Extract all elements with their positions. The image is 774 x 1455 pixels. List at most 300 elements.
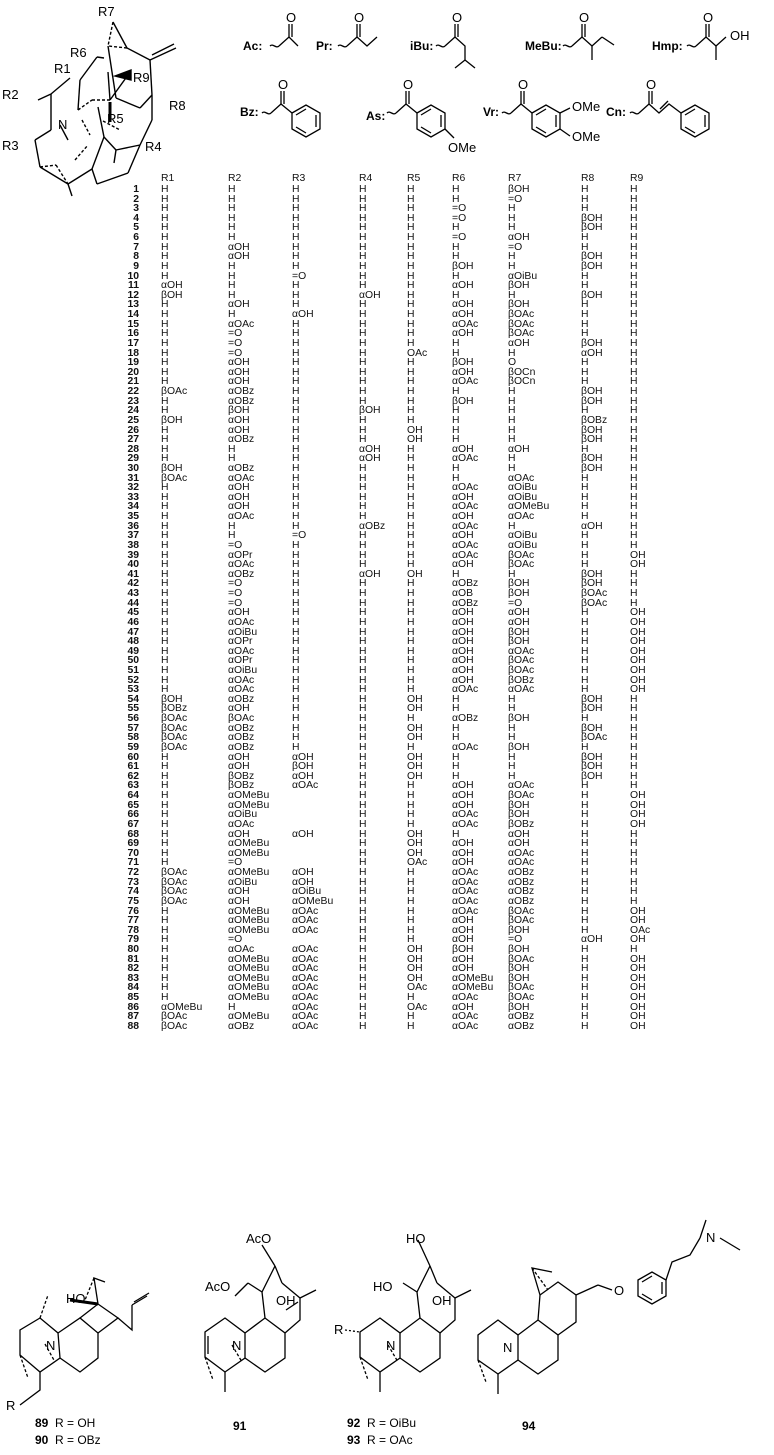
table-cell-r2: αOBz xyxy=(228,741,255,753)
table-cell-r1: H xyxy=(161,270,169,282)
table-cell-r6: αOH xyxy=(452,838,474,850)
table-cell-r1: H xyxy=(161,838,169,850)
compound-number: 61 xyxy=(127,761,139,773)
table-cell-r7: H xyxy=(508,761,516,773)
table-cell-r6: αOMeBu xyxy=(452,972,494,984)
table-cell-r9: H xyxy=(630,357,638,369)
table-cell-r1: βOAc xyxy=(161,867,188,879)
mebu-substituent xyxy=(563,24,614,60)
table-cell-r1: H xyxy=(161,616,169,628)
table-cell-r4: H xyxy=(359,876,367,888)
table-cell-r1: H xyxy=(161,357,169,369)
table-cell-r3: H xyxy=(292,337,300,349)
table-cell-r5: H xyxy=(407,395,415,407)
table-cell-r4: H xyxy=(359,328,367,340)
table-cell-r2: βOBz xyxy=(228,780,255,792)
table-cell-r6: H xyxy=(452,184,460,195)
cn-label: Cn: xyxy=(606,105,626,119)
table-cell-r2: αOiBu xyxy=(228,809,258,821)
table-cell-r9: H xyxy=(630,847,638,859)
compound-number: 60 xyxy=(127,751,139,763)
table-cell-r2: αOH xyxy=(228,491,250,503)
table-cell-r4: H xyxy=(359,847,367,859)
table-cell-r8: H xyxy=(581,876,589,888)
pr-oxygen: O xyxy=(354,10,365,25)
table-cell-r3: H xyxy=(292,655,300,667)
table-cell-r1: H xyxy=(161,222,169,234)
table-cell-r3: H xyxy=(292,251,300,263)
table-cell-r6: αOH xyxy=(452,790,474,802)
mebu-label: MeBu: xyxy=(525,39,562,53)
table-cell-r6: αOAc xyxy=(452,539,479,551)
column-header-r3: R3 xyxy=(292,173,306,184)
table-cell-r8: H xyxy=(581,943,589,955)
table-cell-r8: H xyxy=(581,790,589,802)
table-cell-r8: H xyxy=(581,280,589,292)
table-cell-r4: H xyxy=(359,241,367,253)
table-cell-r2: αOH xyxy=(228,761,250,773)
table-cell-r4: H xyxy=(359,818,367,830)
table-cell-r3: H xyxy=(292,222,300,234)
table-cell-r6: αOAc xyxy=(452,501,479,513)
table-cell-r7: H xyxy=(508,520,516,532)
cn-oxygen: O xyxy=(646,77,657,92)
table-cell-r3: H xyxy=(292,193,300,205)
compound-number: 80 xyxy=(127,943,139,955)
table-cell-r3: H xyxy=(292,434,300,446)
table-cell-r6: αOH xyxy=(452,328,474,340)
table-cell-r7: H xyxy=(508,414,516,426)
table-cell-r3: H xyxy=(292,366,300,378)
table-cell-r7: αOH xyxy=(508,232,530,244)
table-cell-r8: βOH xyxy=(581,693,603,705)
compound-number: 8 xyxy=(133,251,139,263)
table-cell-r3: αOAc xyxy=(292,905,319,917)
table-cell-r4: H xyxy=(359,780,367,792)
table-cell-r9: H xyxy=(630,414,638,426)
table-cell-r7: βOAc xyxy=(508,915,535,927)
table-cell-r4: H xyxy=(359,578,367,590)
table-cell-r5: H xyxy=(407,645,415,657)
table-cell-r6: αOBz xyxy=(452,713,479,725)
table-cell-r4: H xyxy=(359,761,367,773)
table-cell-r7: βOCn xyxy=(508,366,536,378)
table-cell-r7: αOH xyxy=(508,607,530,619)
table-cell-r3: αOH xyxy=(292,828,314,840)
table-cell-r7: βOAc xyxy=(508,953,535,965)
table-cell-r2: αOPr xyxy=(228,549,253,561)
table-cell-r7: βOBz xyxy=(508,674,535,686)
compound-number: 7 xyxy=(133,241,139,253)
bz-label: Bz: xyxy=(240,105,259,119)
table-cell-r4: H xyxy=(359,299,367,311)
table-cell-r2: αOMeBu xyxy=(228,992,270,1004)
compound-93-label: 93 xyxy=(347,1433,361,1447)
table-cell-r3: H xyxy=(292,607,300,619)
table-cell-r7: =O xyxy=(508,193,523,205)
table-cell-r5: H xyxy=(407,665,415,676)
table-cell-r4: H xyxy=(359,886,367,898)
as-label: As: xyxy=(366,109,386,123)
table-cell-r4: H xyxy=(359,318,367,330)
table-cell-r5: H xyxy=(407,674,415,686)
table-cell-r8: H xyxy=(581,559,589,571)
table-cell-r9: H xyxy=(630,780,638,792)
table-cell-r5: H xyxy=(407,309,415,321)
table-cell-r9: H xyxy=(630,886,638,898)
r3-label: R3 xyxy=(2,138,19,153)
table-cell-r9: OH xyxy=(630,549,646,561)
table-cell-r9: OH xyxy=(630,1011,646,1023)
compound-number: 42 xyxy=(127,578,139,590)
table-cell-r8: H xyxy=(581,847,589,859)
table-cell-r1: αOH xyxy=(161,280,183,292)
table-cell-r2: αOMeBu xyxy=(228,799,270,811)
compound-number: 24 xyxy=(127,405,139,417)
table-cell-r2: αOH xyxy=(228,424,250,436)
table-cell-r9: OH xyxy=(630,1001,646,1013)
compound-number: 72 xyxy=(127,867,139,879)
table-cell-r3: H xyxy=(292,626,300,638)
table-cell-r5: H xyxy=(407,655,415,667)
table-cell-r4: H xyxy=(359,530,367,542)
table-cell-r8: H xyxy=(581,607,589,619)
table-cell-r9: H xyxy=(630,337,638,349)
core-skeleton xyxy=(35,22,176,196)
table-cell-r1: βOAc xyxy=(161,876,188,888)
table-cell-r9: OH xyxy=(630,982,646,994)
table-cell-r3: αOiBu xyxy=(292,886,322,898)
table-cell-r1: H xyxy=(161,203,169,215)
table-cell-r6: αOAc xyxy=(452,376,479,388)
table-cell-r4: H xyxy=(359,626,367,638)
table-cell-r3: H xyxy=(292,405,300,417)
table-cell-r4: H xyxy=(359,703,367,715)
compound-number: 32 xyxy=(127,482,139,494)
vr-methoxy-2: OMe xyxy=(572,129,601,144)
table-cell-r6: αOH xyxy=(452,616,474,628)
table-cell-r4: H xyxy=(359,270,367,282)
table-cell-r1: βOAc xyxy=(161,1011,188,1023)
table-cell-r5: H xyxy=(407,549,415,561)
table-cell-r8: H xyxy=(581,655,589,667)
table-cell-r8: H xyxy=(581,511,589,523)
table-cell-r8: H xyxy=(581,241,589,253)
table-cell-r3: αOAc xyxy=(292,1020,319,1032)
table-cell-r3: H xyxy=(292,636,300,648)
table-cell-r5: OH xyxy=(407,828,423,840)
table-cell-r2: =O xyxy=(228,328,243,340)
table-cell-r9: OH xyxy=(630,915,646,927)
compound-number: 35 xyxy=(127,511,139,523)
table-cell-r4: H xyxy=(359,857,367,869)
table-cell-r2: αOMeBu xyxy=(228,982,270,994)
table-cell-r3: H xyxy=(292,318,300,330)
table-cell-r9: H xyxy=(630,597,638,609)
table-cell-r9: OH xyxy=(630,790,646,802)
table-cell-r1: H xyxy=(161,626,169,638)
table-cell-r6: H xyxy=(452,414,460,426)
table-cell-r7: O xyxy=(508,357,517,369)
table-cell-r9: H xyxy=(630,366,638,378)
table-cell-r1: H xyxy=(161,934,169,946)
table-cell-r7: αOAc xyxy=(508,780,535,792)
table-cell-r8: H xyxy=(581,376,589,388)
table-cell-r6: =O xyxy=(452,203,467,215)
compound-number: 52 xyxy=(127,674,139,686)
table-cell-r1: βOH xyxy=(161,289,183,301)
table-cell-r8: βOAc xyxy=(581,732,608,744)
table-cell-r7: αOAc xyxy=(508,645,535,657)
table-cell-r4: αOH xyxy=(359,443,381,455)
table-cell-r2: αOMeBu xyxy=(228,1011,270,1023)
compound-number: 19 xyxy=(127,357,139,369)
table-cell-r9: OH xyxy=(630,934,646,946)
table-cell-r9: H xyxy=(630,770,638,782)
compound-number: 37 xyxy=(127,530,139,542)
table-cell-r6: αOAc xyxy=(452,741,479,753)
table-cell-r8: H xyxy=(581,857,589,869)
table-cell-r9: OH xyxy=(630,616,646,628)
table-cell-r8: βOH xyxy=(581,761,603,773)
table-cell-r2: αOAc xyxy=(228,818,255,830)
table-cell-r5: H xyxy=(407,520,415,532)
table-cell-r5: H xyxy=(407,414,415,426)
table-cell-r4: H xyxy=(359,992,367,1004)
compound-number: 67 xyxy=(127,818,139,830)
table-cell-r3: H xyxy=(292,501,300,513)
table-cell-r6: H xyxy=(452,722,460,734)
table-cell-r1: H xyxy=(161,251,169,263)
table-cell-r2: =O xyxy=(228,347,243,359)
table-cell-r6: αOAc xyxy=(452,1011,479,1023)
column-header-r7: R7 xyxy=(508,173,522,184)
table-cell-r4: H xyxy=(359,511,367,523)
table-cell-r7: αOBz xyxy=(508,895,535,907)
table-cell-r5: H xyxy=(407,559,415,571)
vr-oxygen: O xyxy=(518,77,529,92)
table-cell-r9: H xyxy=(630,693,638,705)
table-cell-r5: H xyxy=(407,453,415,465)
table-cell-r2: H xyxy=(228,222,236,234)
compound-number: 74 xyxy=(127,886,139,898)
table-cell-r4: H xyxy=(359,549,367,561)
r5-label: R5 xyxy=(107,111,124,126)
table-cell-r8: βOH xyxy=(581,289,603,301)
table-cell-r8: βOH xyxy=(581,434,603,446)
table-cell-r4: H xyxy=(359,684,367,696)
table-cell-r8: H xyxy=(581,982,589,994)
table-cell-r1: βOAc xyxy=(161,722,188,734)
table-cell-r6: H xyxy=(452,472,460,484)
table-cell-r6: αOH xyxy=(452,799,474,811)
table-cell-r8: βOH xyxy=(581,337,603,349)
table-cell-r4: H xyxy=(359,222,367,234)
table-cell-r6: H xyxy=(452,703,460,715)
table-cell-r4: H xyxy=(359,260,367,272)
table-cell-r6: αOH xyxy=(452,636,474,648)
table-cell-r5: H xyxy=(407,212,415,224)
compound-number: 88 xyxy=(127,1020,139,1032)
table-cell-r6: H xyxy=(452,424,460,436)
table-cell-r4: H xyxy=(359,434,367,446)
table-cell-r3: H xyxy=(292,395,300,407)
table-cell-r3: αOAc xyxy=(292,924,319,936)
table-cell-r5: OH xyxy=(407,838,423,850)
table-cell-r9: H xyxy=(630,578,638,590)
table-cell-r8: βOH xyxy=(581,386,603,398)
column-header-r9: R9 xyxy=(630,173,644,184)
table-cell-r3: H xyxy=(292,260,300,272)
table-cell-r5: OH xyxy=(407,693,423,705)
s89-hydroxyl: HO xyxy=(66,1291,86,1306)
ibu-label: iBu: xyxy=(410,39,434,53)
table-cell-r4: H xyxy=(359,539,367,551)
table-cell-r2: αOPr xyxy=(228,636,253,648)
table-cell-r8: βOH xyxy=(581,251,603,263)
structure-91 xyxy=(205,1245,316,1392)
compound-number: 30 xyxy=(127,462,139,474)
table-cell-r5: H xyxy=(407,578,415,590)
table-cell-r4: H xyxy=(359,867,367,879)
table-cell-r9: H xyxy=(630,462,638,474)
table-cell-r2: αOBz xyxy=(228,693,255,705)
table-cell-r6: H xyxy=(452,241,460,253)
table-cell-r5: H xyxy=(407,241,415,253)
table-cell-r4: H xyxy=(359,472,367,484)
table-cell-r6: βOH xyxy=(452,357,474,369)
compound-number: 62 xyxy=(127,770,139,782)
s92-hydroxyl-1: HO xyxy=(406,1231,426,1246)
table-cell-r7: αOAc xyxy=(508,684,535,696)
table-cell-r2: αOMeBu xyxy=(228,924,270,936)
s94-amine-nitrogen: N xyxy=(706,1230,716,1245)
table-cell-r9: H xyxy=(630,318,638,330)
r9-label: R9 xyxy=(133,70,150,85)
table-cell-r6: αOAc xyxy=(452,453,479,465)
r4-label: R4 xyxy=(145,139,162,154)
table-cell-r8: H xyxy=(581,818,589,830)
table-cell-r3: H xyxy=(292,347,300,359)
ibu-oxygen: O xyxy=(452,10,463,25)
table-cell-r5: H xyxy=(407,713,415,725)
ac-substituent xyxy=(270,24,298,47)
compound-number: 2 xyxy=(133,193,139,205)
table-cell-r9: H xyxy=(630,241,638,253)
table-cell-r1: H xyxy=(161,539,169,551)
table-cell-r7: βOBz xyxy=(508,818,535,830)
table-cell-r1: H xyxy=(161,212,169,224)
table-cell-r6: αOAc xyxy=(452,992,479,1004)
table-cell-r2: αOAc xyxy=(228,674,255,686)
table-cell-r9: H xyxy=(630,588,638,600)
table-cell-r3: αOH xyxy=(292,876,314,888)
table-cell-r1: H xyxy=(161,751,169,763)
table-cell-r5: H xyxy=(407,741,415,753)
table-cell-r8: βOH xyxy=(581,395,603,407)
table-cell-r8: H xyxy=(581,953,589,965)
table-cell-r9: OAc xyxy=(630,924,651,936)
table-cell-r4: H xyxy=(359,963,367,975)
table-cell-r7: H xyxy=(508,289,516,301)
table-cell-r7: =O xyxy=(508,241,523,253)
table-cell-r2: =O xyxy=(228,857,243,869)
table-cell-r9: H xyxy=(630,309,638,321)
table-cell-r5: H xyxy=(407,886,415,898)
table-cell-r7: αOBz xyxy=(508,867,535,879)
nitrogen-label: N xyxy=(58,117,68,132)
compound-number: 75 xyxy=(127,895,139,907)
table-cell-r1: H xyxy=(161,347,169,359)
table-cell-r6: αOH xyxy=(452,924,474,936)
table-cell-r4: H xyxy=(359,665,367,676)
table-cell-r1: βOAc xyxy=(161,1020,188,1032)
table-cell-r6: αOH xyxy=(452,366,474,378)
table-cell-r9: OH xyxy=(630,818,646,830)
table-cell-r2: αOMeBu xyxy=(228,867,270,879)
table-cell-r6: αOH xyxy=(452,655,474,667)
table-cell-r1: H xyxy=(161,241,169,253)
r8-label: R8 xyxy=(169,98,186,113)
table-cell-r5: H xyxy=(407,232,415,244)
table-cell-r7: H xyxy=(508,260,516,272)
table-cell-r2: =O xyxy=(228,578,243,590)
compound-number: 11 xyxy=(128,280,139,292)
table-cell-r2: αOAc xyxy=(228,645,255,657)
table-cell-r1: H xyxy=(161,520,169,532)
table-cell-r5: H xyxy=(407,299,415,311)
table-cell-r6: H xyxy=(452,761,460,773)
table-cell-r3: H xyxy=(292,472,300,484)
compound-number: 76 xyxy=(127,905,139,917)
pr-label: Pr: xyxy=(316,39,333,53)
table-cell-r3: αOH xyxy=(292,751,314,763)
table-cell-r6: H xyxy=(452,751,460,763)
table-cell-r8: H xyxy=(581,684,589,696)
table-cell-r7: βOH xyxy=(508,626,530,638)
table-cell-r7: βOH xyxy=(508,280,530,292)
table-cell-r8: H xyxy=(581,886,589,898)
table-cell-r9: OH xyxy=(630,626,646,638)
table-cell-r8: H xyxy=(581,270,589,282)
table-cell-r7: H xyxy=(508,732,516,744)
table-cell-r4: H xyxy=(359,732,367,744)
table-cell-r5: H xyxy=(407,684,415,696)
table-cell-r2: H xyxy=(228,280,236,292)
table-cell-r9: H xyxy=(630,405,638,417)
table-cell-r8: H xyxy=(581,184,589,195)
table-cell-r5: H xyxy=(407,328,415,340)
compound-number: 34 xyxy=(127,501,139,513)
compound-92-label: 92 xyxy=(347,1416,361,1430)
table-cell-r5: OAc xyxy=(407,982,428,994)
table-cell-r5: OH xyxy=(407,761,423,773)
table-cell-r9: H xyxy=(630,203,638,215)
table-cell-r7: βOH xyxy=(508,741,530,753)
table-cell-r1: H xyxy=(161,799,169,811)
table-cell-r7: βOH xyxy=(508,299,530,311)
table-cell-r8: H xyxy=(581,972,589,984)
table-cell-r1: H xyxy=(161,424,169,436)
table-cell-r2: αOPr xyxy=(228,655,253,667)
ac-oxygen: O xyxy=(286,10,297,25)
table-cell-r3: H xyxy=(292,568,300,580)
table-cell-r3: H xyxy=(292,722,300,734)
table-cell-r7: βOH xyxy=(508,809,530,821)
table-cell-r2: αOH xyxy=(228,251,250,263)
table-cell-r1: H xyxy=(161,761,169,773)
table-cell-r8: H xyxy=(581,357,589,369)
